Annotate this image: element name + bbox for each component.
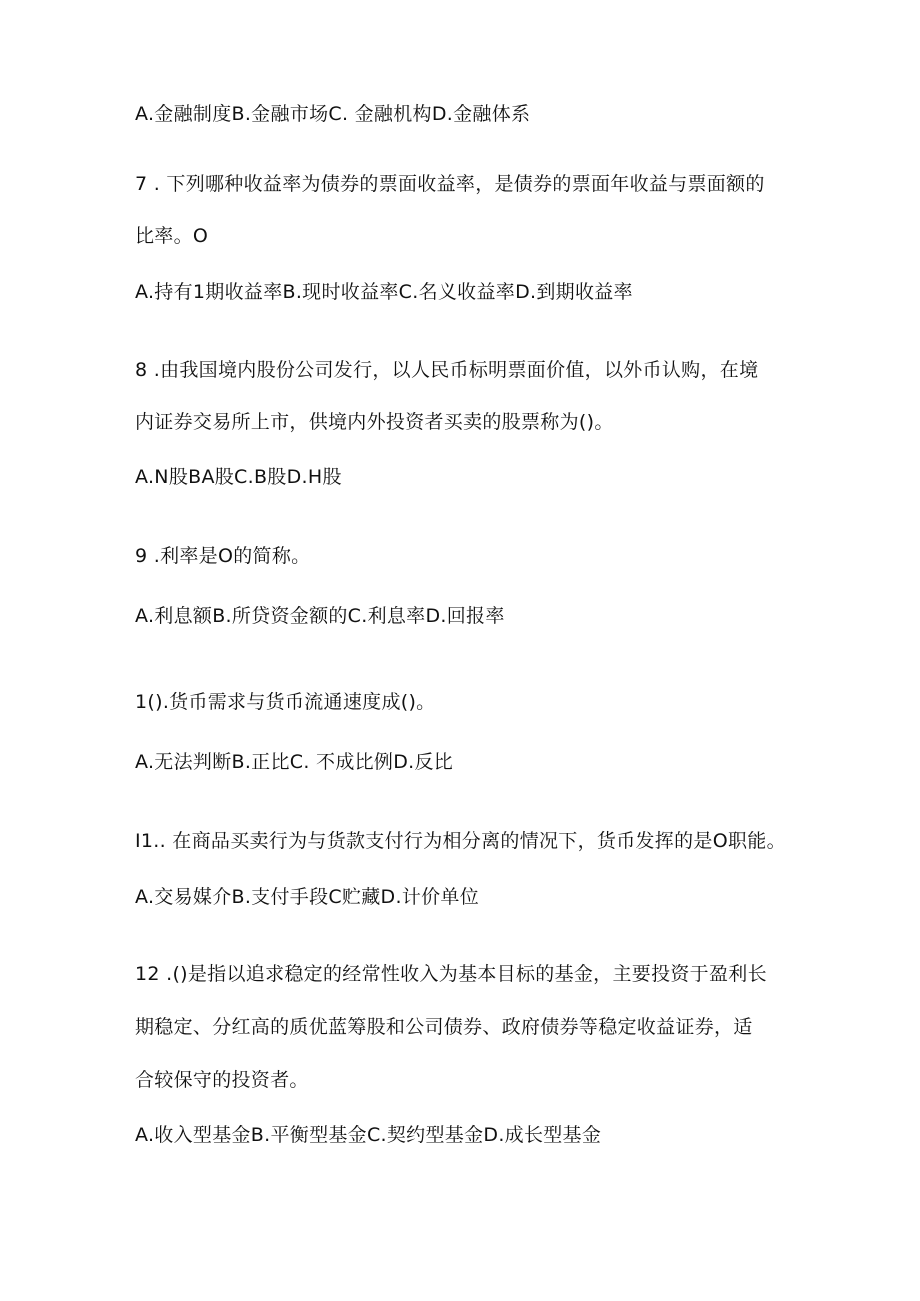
q12-text-line-3: 合较保守的投资者。 [135,1069,309,1091]
q10-text: 1().货币需求与货币流通速度成()。 [135,691,436,713]
q9-text: 9 .利率是O的简称。 [135,545,311,567]
q12-text-line-1: 12 .()是指以追求稳定的经常性收入为基本目标的基金，主要投资于盈利长 [135,963,767,985]
q12-text-line-2: 期稳定、分红高的质优蓝筹股和公司债券、政府债券等稳定收益证券，适 [135,1016,753,1038]
q9-options: A.利息额B.所贷资金额的C.利息率D.回报率 [135,605,505,627]
q7-options: A.持有1期收益率B.现时收益率C.名义收益率D.到期收益率 [135,281,633,303]
q7-text-line-1: 7 . 下列哪种收益率为债券的票面收益率，是债券的票面年收益与票面额的 [135,173,765,195]
q12-options: A.收入型基金B.平衡型基金C.契约型基金D.成长型基金 [135,1124,602,1146]
q8-text-line-2: 内证券交易所上市，供境内外投资者买卖的股票称为()。 [135,411,614,433]
q11-text: I1.. 在商品买卖行为与货款支付行为相分离的情况下，货币发挥的是O职能。 [135,830,786,852]
q7-text-line-2: 比率。O [135,225,209,247]
q6-options: A.金融制度B.金融市场C. 金融机构D.金融体系 [135,103,531,125]
q8-options: A.N股BA股C.B股D.H股 [135,466,342,488]
q11-options: A.交易媒介B.支付手段C贮藏D.计价单位 [135,886,480,908]
q10-options: A.无法判断B.正比C. 不成比例D.反比 [135,751,454,773]
q8-text-line-1: 8 .由我国境内股份公司发行，以人民币标明票面价值，以外币认购，在境 [135,359,759,381]
